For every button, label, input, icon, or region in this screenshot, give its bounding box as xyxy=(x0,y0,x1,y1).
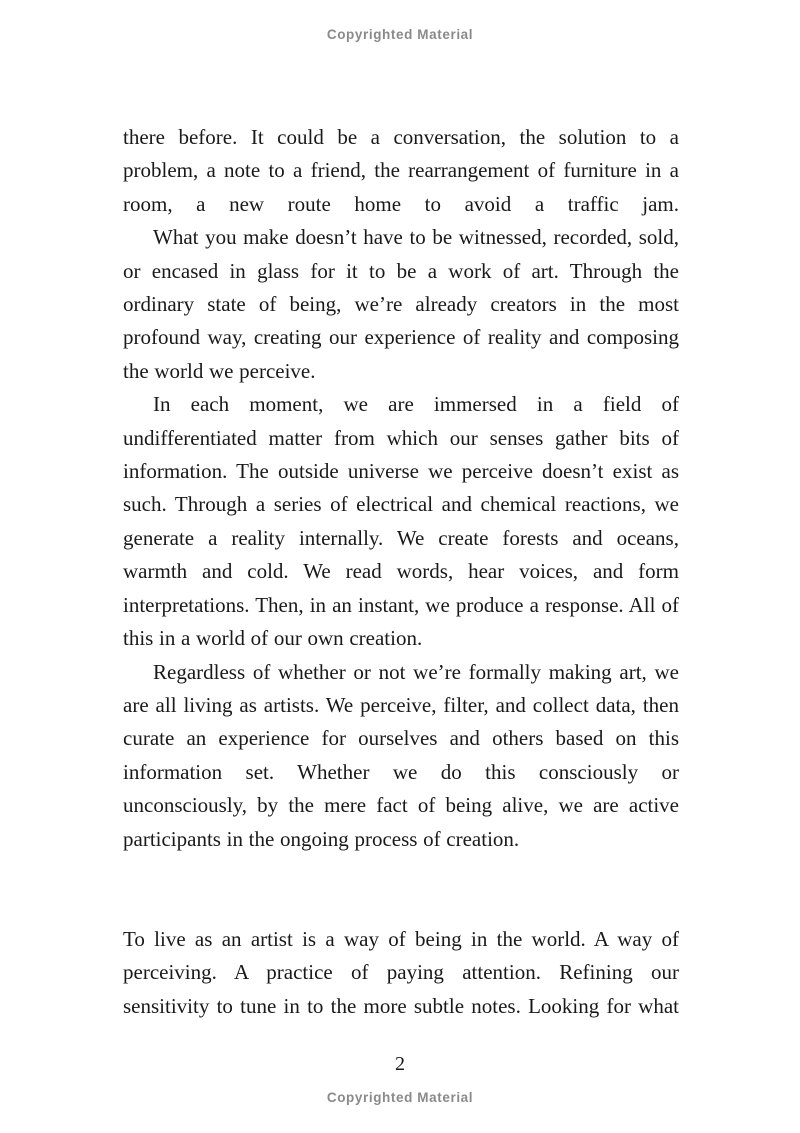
section-break xyxy=(123,856,679,923)
paragraph-what-you-make: What you make doesn’t have to be witnessed, recorded, sold, or encased in glass for it to be a work of art. Through the ordinary state of being, we’re already creators in the most profound way, creating our experience of reality and composing the world we perceive. xyxy=(123,225,679,383)
paragraph-to-live-as-an-artist: To live as an artist is a way of being in the world. A way of perceiving. A practice of paying attention. Refining our sensitivity to tune in to the more subtle notes. Looking for what xyxy=(123,926,679,1018)
page-number: 2 xyxy=(395,1053,405,1075)
page-text-block xyxy=(123,121,679,1023)
paragraph-continuation: there before. It could be a conversation, the solution to a problem, a note to a friend, the rearrangement of furniture in a room, a new route home to avoid a traffic jam. xyxy=(123,125,679,216)
paragraph-regardless: Regardless of whether or not we’re formally making art, we are all living as artists. We perceive, filter, and collect data, then curate an experience for ourselves and others based on this information set. Whether we do this consciously or unconsciously, by the mere fact of being alive, we are active participants in the ongoing process of creation. xyxy=(123,659,679,851)
copyrighted-material-footer: Copyrighted Material xyxy=(326,1090,474,1105)
paragraph-in-each-moment: In each moment, we are immersed in a field of undifferentiated matter from which our senses gather bits of information. The outside universe we perceive doesn’t exist as such. Through a series of electrical and chemical reactions, we generate a reality internally. We create forests and oceans, warmth and cold. We read words, hear voices, and form interpretations. Then, in an instant, we produce a response. All of this in a world of our own creation. xyxy=(123,392,679,651)
copyrighted-material-header: Copyrighted Material xyxy=(326,27,474,42)
